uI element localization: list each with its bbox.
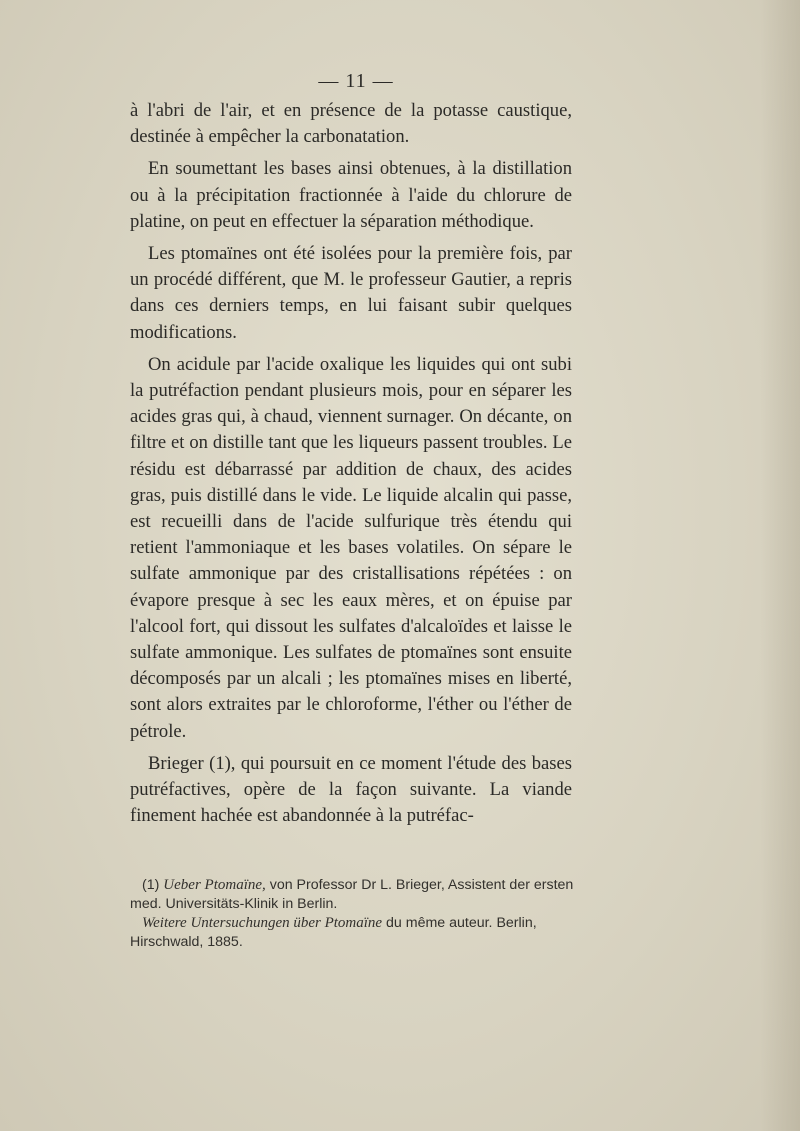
footnote-marker: (1) — [142, 877, 160, 893]
footnote-2 — [130, 914, 580, 952]
page-number: — 11 — — [318, 70, 394, 92]
paragraph-4: On acidule par l'acide oxalique les liquides qui ont subi la putréfaction pendant plusieurs mois, pour en séparer les acides gras qui, à chaud, viennent surnager. On décante, on filtre et on distille tant que les liqueurs passent troubles. Le résidu est débarrassé par addition de chaux, des acides gras, puis distillé dans le vide. Le liquide alcalin qui passe, est recueilli dans de l'acide sulfurique très étendu qui retient l'ammoniaque et les bases volatiles. On sépare le sulfate ammonique par des cristallisations répétées : on évapore presque à sec les eaux mères, et on épuise par l'alcool fort, qui dissout les sulfates d'alcaloïdes et laisse le sulfate ammonique. Les sulfates de ptomaïnes sont ensuite décomposés par un alcali ; les ptomaïnes mises en liberté, sont alors extraites par le chloroforme, l'éther ou l'éther de pétrole. — [130, 353, 572, 742]
footnote-1-title: Ueber Ptomaïne, — [163, 877, 266, 893]
paragraph-1: à l'abri de l'air, et en présence de la potasse caustique, destinée à empêcher la carbonatation. — [130, 100, 572, 148]
footnote-2-text: du même auteur. Berlin, Hirschwald, 1885. — [130, 915, 537, 950]
body-text — [130, 98, 572, 835]
paragraph-5: Brieger (1), qui poursuit en ce moment l'étude des bases putréfactives, opère de la façon suivante. La viande finement hachée est abandonnée à la putréfac- — [130, 752, 572, 827]
footnotes — [130, 876, 580, 952]
footnote-1-text: von Professor Dr L. Brieger, Assistent der ersten med. Universitäts-Klinik in Berlin. — [130, 877, 574, 912]
footnote-1 — [130, 876, 580, 914]
footnote-2-title: Weitere Untersuchungen über Ptomaïne — [142, 915, 383, 931]
paragraph-2: En soumettant les bases ainsi obtenues, à la distillation ou à la précipitation fractionnée à l'aide du chlorure de platine, on peut en effectuer la séparation méthodique. — [130, 158, 572, 232]
page-edge-shadow — [760, 0, 800, 1131]
paragraph-3: Les ptomaïnes ont été isolées pour la première fois, par un procédé différent, que M. le professeur Gautier, a repris dans ces derniers temps, en lui faisant subir quelques modifications. — [130, 243, 572, 343]
